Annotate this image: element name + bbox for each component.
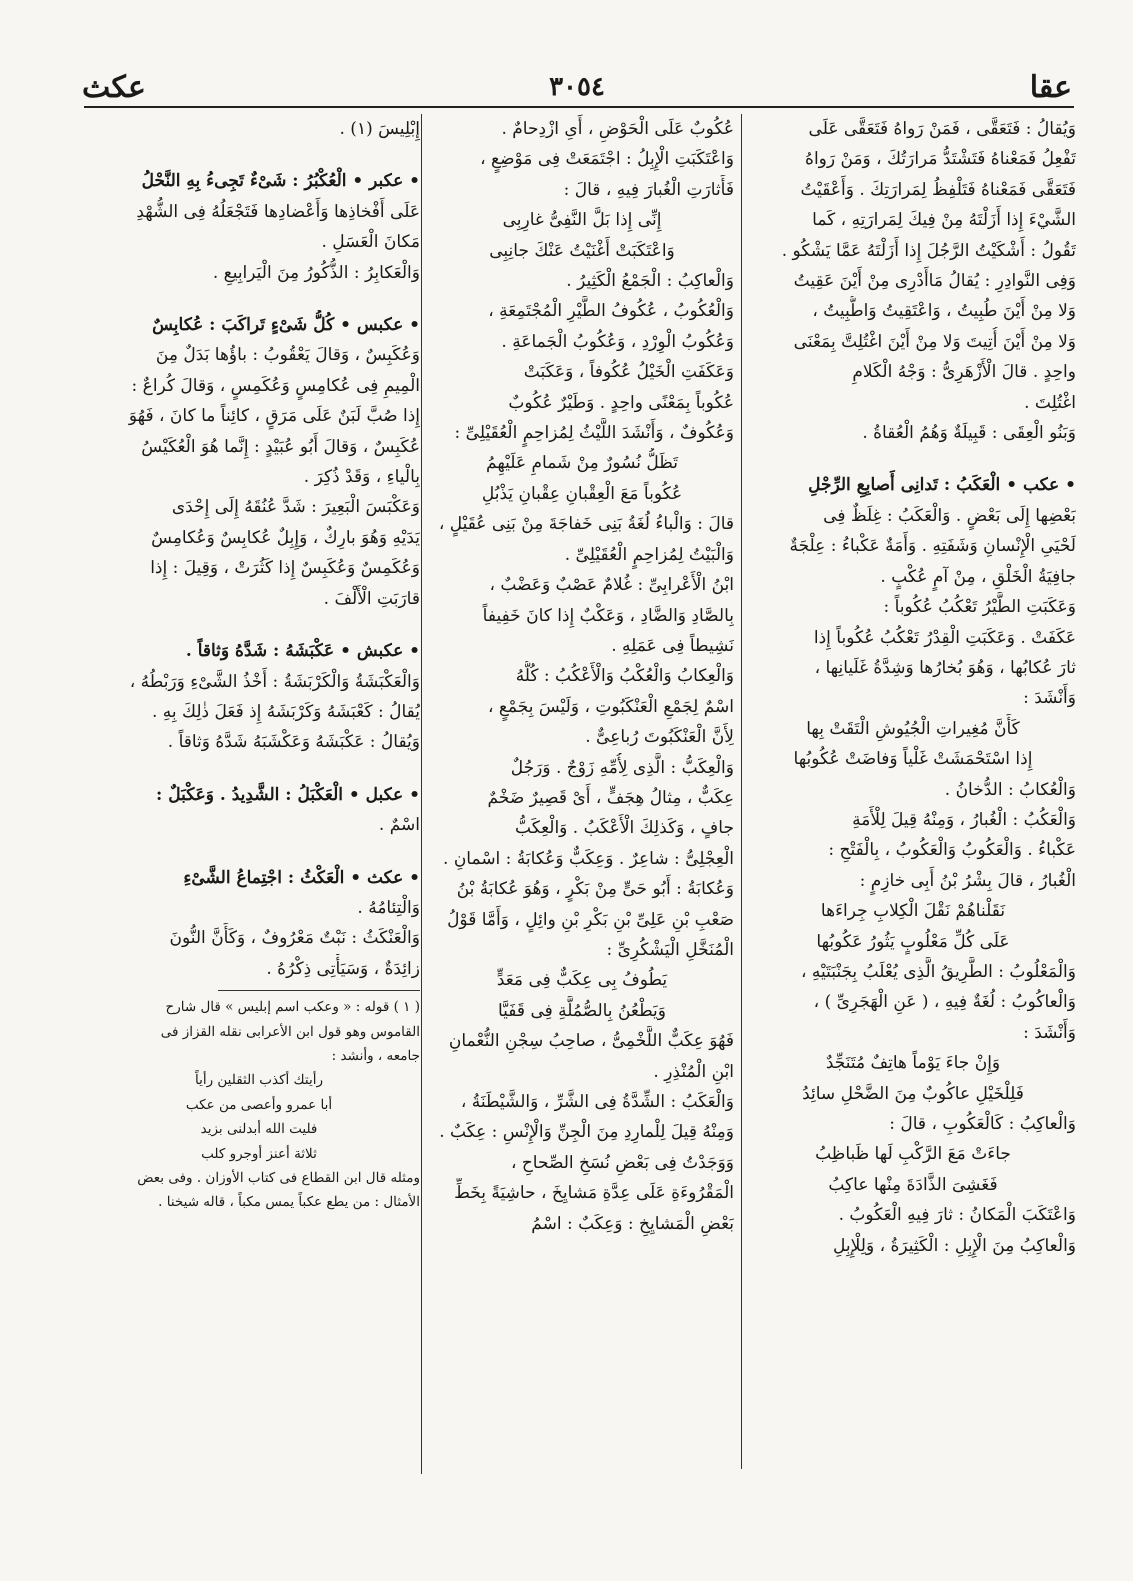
text-line: تَقُولُ : أَشْكَيْتُ الرَّجُلَ إِذا أَزَلْتَهُ عَمَّا يَشْكُو . <box>781 240 1076 261</box>
column-middle <box>430 114 734 1484</box>
text-line: الشَّيْءَ إِذا أَزَلْتَهُ مِنْ فِيكَ لِمَرارَتِهِ ، كَما <box>812 210 1076 231</box>
text-line: إِذا صُبَّ لَبَنٌ عَلَى مَرَقٍ ، كائِناً ما كانَ ، فَهُوَ <box>128 406 420 427</box>
text-line: وَيُقالُ : عَكْبَشَهُ وَعَكْشَبَهُ شَدَّهُ وَثاقاً . <box>167 732 420 753</box>
column-right <box>750 114 1076 1484</box>
verse-line: فَلِلْخَيْلِ عاكُوبٌ مِنَ الضَّحْلِ سائِدُ <box>802 1083 1024 1104</box>
text-line: جافٍ ، وَكَذلِكَ الْأَعْكَبُ . وَالْعِكَبُّ <box>515 818 734 839</box>
text-line: مَكانَ الْعَسَلِ . <box>321 232 420 253</box>
text-line: وَأَنْشَدَ : <box>1023 1022 1076 1043</box>
entry-headword-line: • عكبس • كُلُّ شَىْءٍ تَراكَبَ : عُكابِسٌ <box>152 315 420 336</box>
header-rule <box>84 106 1074 108</box>
text-line: وَالْعاكُوبُ : لُغَةٌ فِيهِ ، ( عَنِ الْهَجَرِىِّ ) ، <box>813 992 1076 1013</box>
text-line: بَعْضِ الْمَشايِخِ : وَعِكَبٌ : اسْمُ <box>531 1213 734 1234</box>
text-line: عُكُوبٌ عَلَى الْحَوْضِ ، أَىِ ازْدِحامٌ . <box>501 119 734 139</box>
text-line: وَالْعَنْكَثُ : نَبْتٌ مَعْرُوفٌ ، وَكَأَنَّ النُّونَ <box>169 928 420 949</box>
verse-line: تَظَلُّ نُسُورٌ مِنْ شَمامِ عَلَيْهِمُ <box>486 453 678 474</box>
text-line: وَالْعِكابُ وَالْعُكْبُ وَالْأَعْكُبُ : كُلُّهُ <box>515 666 734 687</box>
entry-gap <box>98 288 420 310</box>
page-header <box>82 66 1072 110</box>
text-line: وَعُكُوفٌ ، وَأَنْشَدَ اللَّيْثُ لِمُزاحِمٍ الْعُقَيْلِىِّ : <box>454 423 734 444</box>
verse-line: عُكُوباً مَعَ الْعِقْبانِ عِقْبانِ يَذْبُلِ <box>481 483 683 504</box>
verse-line: إِنِّى إِذا بَلَّ النَّفِىُّ غارِبِى <box>502 210 662 231</box>
entry-gap <box>750 448 1076 470</box>
text-line: اسْمٌ . <box>378 815 420 836</box>
footnote <box>98 995 420 1215</box>
text-line: فَهُوَ عِكَبٌّ اللَّخْمِىُّ ، صاحِبُ سِجْنِ النُّعْمانِ <box>448 1031 734 1052</box>
verse-line: فَغَشِىَ الذَّادَةَ مِنْها عاكِبُ <box>828 1174 998 1195</box>
text-line: جافِيَةُ الْخَلْقِ ، مِنْ آمٍ عُكْبٍ . <box>880 566 1076 587</box>
text-line: فَأَثارَتِ الْغُبارَ فِيهِ ، قالَ : <box>563 179 734 200</box>
text-line: فَتَعَقَّى فَمَعْناهُ فَتَلْفِظُ لِمَرارَتِكَ . وَأَعْقَيْتُ <box>800 179 1076 200</box>
text-line: وَالْعَكَبُ : الشِّدَّةُ فِى الشَّرِّ ، وَالشَّيْطَنَةُ ، <box>460 1092 734 1112</box>
text-line: وَالْعَكابِرُ : الذُّكُورُ مِنَ الْيَرابِيعِ . <box>212 262 420 283</box>
verse-line: يَطُوفُ بِى عِكَبٌّ فِى مَعَدٍّ <box>496 970 668 991</box>
text-line: وَبَنُو الْعِقَى : قَبِيلَةٌ وَهُمُ الْعُقاةُ . <box>862 423 1076 444</box>
text-line: واحِدٍ . قالَ الْأَزْهَرِىُّ : وَجْهُ الْكَلامِ <box>852 362 1076 383</box>
text-line: وَعَكَفَتِ الْخَيْلُ عُكُوفاً ، وَعَكَبَتْ <box>523 362 734 383</box>
footnote-verse-line: فليت الله أبدلنى بزيد <box>200 1121 318 1138</box>
entry-headword-line: • عكب • الْعَكَبُ : تَدانِى أَصابِعِ الرِّجْلِ <box>808 475 1076 496</box>
text-line: بِالْياءِ ، وَقَدْ ذُكِرَ . <box>303 467 420 488</box>
text-line: وَلا مِنْ أَيْنَ أُتِيتَ وَلا مِنْ أَيْنَ اغْتُلِتَّ بِمَعْنَى <box>793 331 1076 352</box>
text-line: الْعِجْلِىُّ : شاعِرٌ . وَعِكَبٌّ وَعُكابَةُ : اسْمانِ . <box>443 848 734 869</box>
text-line: وَالْعاكِبُ مِنَ الْإِبِلِ : الْكَثِيرَةُ ، وَلِلْإِبِلِ <box>833 1235 1076 1256</box>
text-line: وَعُكُوبُ الْوِرْدِ ، وَعُكُوبُ الْجَماعَةِ . <box>501 331 734 352</box>
text-line: عِكَبٌّ ، مِثالُ هِجَفٍّ ، أَىْ قَصِيرٌ ضَخْمٌ <box>487 787 734 808</box>
text-line: وَوَجَدْتُ فِى بَعْضِ نُسَخِ الصِّحاحِ ، <box>510 1152 734 1173</box>
text-line: وَالْعَكُبُ : الْغُبارُ ، وَمِنْهُ قِيلَ لِلْأَمَةِ <box>852 809 1076 830</box>
verse-line: جاءَتْ مَعَ الرَّكْبِ لَها ظَباظِبُ <box>815 1144 1011 1165</box>
text-line: لِأَنَّ الْعَنْكَبُوتَ رُباعِىٌّ . <box>585 727 734 748</box>
text-line: وَالْمَعْلُوبُ : الطَّرِيقُ الَّذِى يُعْلَبُ بِجَنْبَتَيْهِ ، <box>800 961 1076 982</box>
text-line: يَدَيْهِ وَهُوَ بارِكٌ ، وَإِبِلٌ عُكابِسٌ وَعُكامِسٌ <box>151 527 420 548</box>
text-line: اغْتُلِتَ . <box>1024 392 1076 413</box>
text-line: الْمُنَخَّلِ الْيَشْكُرِىِّ : <box>606 939 734 960</box>
footnote-line: جامعه ، وأنشد : <box>331 1047 420 1064</box>
text-line: وَالْعِكَبُّ : الَّذِى لِأُمِّهِ زَوْجٌ . وَرَجُلٌ <box>510 757 734 778</box>
entry-gap <box>98 758 420 780</box>
verse-line: عَلَى كُلِّ مَعْلُوبٍ يَثُورُ عَكُوبُها <box>816 931 1010 952</box>
text-line: بِالصَّادِ وَالضَّادِ ، وَعَكْبٌ إِذا كانَ خَفِيفاً <box>482 605 734 626</box>
verse-line: وَاعْتَكَبَتْ أَغْنَيْتُ عَنْكَ جانِبِى <box>489 240 675 261</box>
text-line: عَلَى أَفْخاذِها وَأَعْضادِها فَتَجْعَلُهُ فِى الشُّهْدِ <box>136 201 420 222</box>
footnote-rule <box>218 990 420 991</box>
running-head-right: عقا <box>1029 70 1072 105</box>
verse-line: نَقَلْناهُمْ نَقْلَ الْكِلابِ جِراءَها <box>820 901 1006 922</box>
text-line: وَالْعُكُوبُ ، عُكُوفُ الطَّيْرِ الْمُجْتَمِعَةِ ، <box>488 301 734 322</box>
entry-headword-line: • عكبش • عَكْبَشَهُ : شَدَّهُ وَثاقاً . <box>185 641 420 662</box>
column-left <box>98 114 420 1494</box>
verse-line: وَيَطْعُنُ بِالصُّمُلَّةِ فِى قَفَيَّا <box>498 1000 666 1021</box>
footnote-verse-line: أبا عمرو وأعصى من عكب <box>185 1096 333 1113</box>
text-line: وَمِنْهُ قِيلَ لِلْمارِدِ مِنَ الْجِنِّ وَالْإِنْسِ : عِكَبٌ . <box>439 1122 734 1143</box>
footnote-verse-line: ثلاثة أعنز أوجرو كلب <box>201 1145 317 1162</box>
footnote-line: ( ١ ) قوله : « وعكب اسم إبليس » قال شارح <box>165 999 420 1016</box>
text-line: عَكَفَتْ . وَعَكَبَتِ الْقِدْرُ تَعْكُبُ عُكُوباً إِذا <box>813 627 1076 648</box>
entry-gap <box>98 144 420 166</box>
text-line: الْمِيمِ فِى عُكامِسٍ وَعُكَمِسٍ ، وَقالَ كُراعٌ : <box>131 375 420 396</box>
text-line: وَيُقالُ : فَتَعَقَّى ، فَمَنْ رَواهُ فَتَعَقَّى عَلَى <box>808 119 1076 139</box>
text-line: نَشِيطاً فِى عَمَلِهِ . <box>611 635 734 656</box>
text-line: وَالْعُكابُ : الدُّخانُ . <box>944 779 1076 800</box>
footnote-line: القاموس وهو قول ابن الأعرابى نقله القزاز فى <box>160 1023 420 1040</box>
column-divider <box>421 114 422 1474</box>
text-line: زائِدَةٌ ، وَسَيَأْتِى ذِكْرُهُ . <box>266 958 420 979</box>
text-line: وَالْعَكْبَشَةُ وَالْكَرْبَشَةُ : أَخْذُ الشَّىْءِ وَرَبْطُهُ ، <box>129 671 420 692</box>
text-line: وَلا مِنْ أَيْنَ طُبِيتُ ، وَاعْتَقِيتُ وَاطُّبِيتُ ، <box>812 301 1076 322</box>
text-line: تَفْعِلُ فَمَعْناهُ فَتَشْتَدُّ مَرارَتُكَ ، وَمَنْ رَواهُ <box>805 149 1076 170</box>
entry-headword-line: • عكبر • الْعُكْبُرُ : شَىْءٌ تَجِىءُ بِهِ النَّحْلُ <box>141 171 420 192</box>
text-line: وَعُكَبِسٌ ، وَقالَ يَعْقُوبُ : باؤُها بَدَلٌ مِنَ <box>155 345 420 366</box>
text-line: وَعُكَمِسٌ وَعُكَبِسٌ إِذا كَثُرَتْ ، وَقِيلَ : إِذا <box>150 558 420 579</box>
text-line: وَعَكَبَتِ الطَّيْرُ تَعْكُبُ عُكُوباً : <box>883 597 1076 618</box>
text-line: وَالْبَيْتُ لِمُزاحِمٍ الْعُقَيْلِىِّ . <box>564 544 734 565</box>
running-head-left: عكث <box>82 70 146 105</box>
text-line: وَالْتِئامُهُ . <box>357 897 420 918</box>
text-line: وَعُكابَةُ : أَبُو حَىٍّ مِنْ بَكْرٍ ، وَهُوَ عُكابَةُ بْنُ <box>456 879 734 900</box>
text-line: بَعْضِها إِلَى بَعْضٍ . وَالْعَكَبُ : غِلَظٌ فِى <box>823 505 1076 526</box>
text-line: ثارَ عُكابُها ، وَهُوَ بُخارُها وَشِدَّةُ غَلَيانِها ، <box>814 657 1076 678</box>
text-line: وَاعْتَكَبَ الْمَكانُ : ثارَ فِيهِ الْعَكُوبُ . <box>838 1205 1076 1226</box>
text-line: عُكُوباً بِمَعْنًى واحِدٍ . وَطَيْرٌ عُكُوبٌ <box>508 392 734 413</box>
text-line: وَفِى النَّوادِرِ : يُقالُ مَاأَدْرِى مِنْ أَيْنَ عَقِيتُ <box>793 271 1076 292</box>
page-number: ٣٠٥٤ <box>549 72 605 102</box>
text-line: الْغُبارُ ، قالَ بِشْرُ بْنُ أَبِى خازِمٍ : <box>859 870 1076 891</box>
text-line: الْمَقْرُوءَةِ عَلَى عِدَّةِ مَشايِخَ ، حاشِيَةً بِخَطِّ <box>454 1183 734 1204</box>
entry-gap <box>98 841 420 863</box>
text-line: ابْنُ الْأَعْرابِىِّ : غُلامٌ عَصْبٌ وَعَضْبٌ ، <box>489 575 734 596</box>
text-line: يُقالُ : كَعْبَشَهُ وَكَرْبَشَهُ إِذ فَعَلَ ذٰلِكَ بِهِ . <box>151 701 420 722</box>
text-line: عُكَبِسٌ ، وَقالَ أَبُو عُبَيْدٍ : إِنَّما هُوَ الْعُكَيْسُ <box>141 436 420 457</box>
text-line: وَأَنْشَدَ : <box>1023 688 1076 709</box>
footnote-verse-line: رأيتك أكذب الثقلين رأياً <box>194 1072 324 1089</box>
entry-gap <box>98 614 420 636</box>
footnote-line: ومثله قال ابن القطاع فى كتاب الأوزان . وفى بعض <box>137 1170 420 1186</box>
text-line: عَكْباءُ . وَالْعَكُوبُ وَالْعَكُوبُ ، بِالْفَتْحِ : <box>828 840 1076 861</box>
verse-line: إِذا اسْتَحْمَشَتْ غَلْياً وَفاضَتْ عُكُوبُها <box>793 749 1033 770</box>
verse-line: كَأَنَّ مُغِيراتِ الْجُيُوشِ الْتَقَتْ بِها <box>806 718 1020 739</box>
text-line: صَعْبِ بْنِ عَلِىِّ بْنِ بَكْرِ بْنِ وائِلٍ ، وَأَمَّا قَوْلُ <box>447 909 734 930</box>
text-line: وَالْعاكِبُ : الْجَمْعُ الْكَثِيرُ . <box>566 271 734 292</box>
entry-headword-line: • عكث • الْعَكْثُ : اجْتِماعُ الشَّىْءِ <box>183 867 420 888</box>
text-line: لَحْيَىِ الْإِنْسانِ وَشَفَتِهِ . وَأَمَةٌ عَكْباءُ : عِلْجَةٌ <box>789 536 1076 557</box>
text-line: قالَ : وَالْباءُ لُغَةُ بَنِى خَفاجَةَ مِنْ بَنِى عُقَيْلٍ ، <box>438 514 734 535</box>
column-divider <box>741 114 742 1469</box>
text-line: اسْمٌ لِجَمْعِ الْعَنْكَبُوتِ ، وَلَيْسَ بِجَمْعٍ ، <box>487 696 734 717</box>
verse-line: وَإِنْ جاءَ يَوْماً هاتِفٌ مُتَنَجِّدٌ <box>825 1053 1001 1074</box>
text-line: وَالْعاكِبُ : كَالْعَكُوبِ ، قالَ : <box>889 1114 1076 1134</box>
text-line: ابْنِ الْمُنْذِرِ . <box>653 1061 734 1082</box>
text-line: إِبْلِيسَ (١) . <box>339 119 420 139</box>
text-line: قارَبَتِ الْأَلْفَ . <box>323 588 420 609</box>
entry-headword-line: • عكبل • الْعَكْبَلُ : الشَّدِيدُ . وَعَكْبَلٌ : <box>156 784 420 805</box>
footnote-line: الأمثال : من يطع عكباً يمس مكباً ، قاله شيخنا . <box>158 1194 420 1211</box>
text-line: وَعَكْبَسَ الْبَعِيرَ : شَدَّ عُنُقَهُ إِلَى إِحْدَى <box>171 497 420 518</box>
text-line: وَاعْتَكَبَتِ الْإِبِلُ : اجْتَمَعَتْ فِى مَوْضِعٍ ، <box>480 149 734 170</box>
